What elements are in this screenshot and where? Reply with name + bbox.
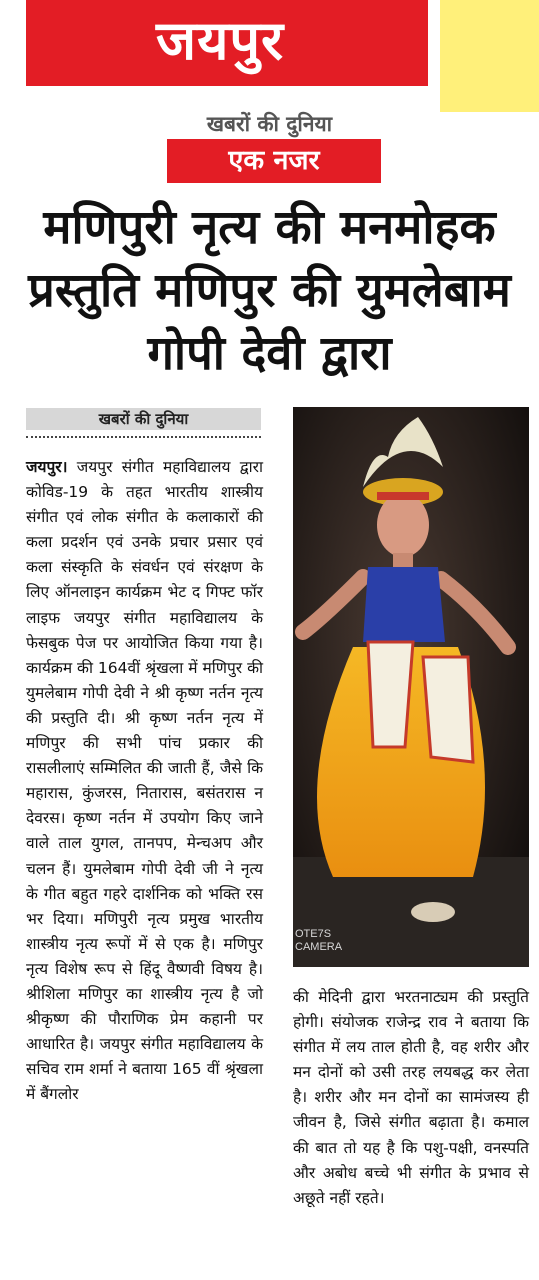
section-label: एक नजर (167, 139, 381, 183)
photo-watermark (295, 928, 342, 954)
corner-divider (428, 0, 440, 112)
city-title: जयपुर (156, 9, 285, 72)
corner-decoration (428, 0, 539, 112)
dancer-photo (293, 407, 529, 967)
headline: मणिपुरी नृत्य की मनमोहक प्रस्तुति मणिपुर की युमलेबाम गोपी देवी द्वारा (28, 200, 511, 381)
watermark-line-2: CAMERA (295, 941, 343, 953)
article-text-left: जयपुर संगीत महाविद्यालय द्वारा कोविड-19 के तहत भारतीय शास्त्रीय संगीत एवं लोक संगीत के कलाकारों की कला प्रदर्शन एवं उनके प्रचार प्रसार एवं कला संस्कृति के संवर्धन एवं संरक्षण के लिए ऑनलाइन कार्यक्रम भेट द गिफ्ट फॉर लाइफ जयपुर संगीत महाविद्यालय के फेसबुक पेज पर आयोजित किया गया है। कार्यक्रम की 164वीं श्रृंखला में मणिपुर की युमलेबाम गोपी देवी ने श्री कृष्ण नर्तन नृत्य की प्रस्तुति दी। श्री कृष्ण नर्तन नृत्य में मणिपुर की सभी पांच प्रकार की रासलीलाएं सम्मिलित की जाती हैं, जैसे कि महारास, कुंजरस, नितारास, बसंतरास न देवरस। कृष्ण नर्तन में उपयोग किए जाने वाले ताल युगल, तानपप, मेन्चअप और चलन हैं। युमलेबाम गोपी देवी जी ने नृत्य के गीत बहुत गहरे दार्शनिक को भक्ति रस भर दिया। मणिपुरी नृत्य प्रमुख भारतीय शास्त्रीय नृत्य रूपों में से एक है। मणिपुर नृत्य विशेष रूप से हिंदू वैष्णवी विषय है। श्रीशिला मणिपुर का शास्त्रीय नृत्य है जो श्रीकृष्ण की पौराणिक प्रेम कहानी पर आधारित है। जयपुर संगीत महाविद्यालय के सचिव राम शर्मा ने बताया 165 वीं श्रृंखला में बैंगलोर (26, 458, 263, 1104)
header-band (26, 0, 428, 86)
source-bar: खबरों की दुनिया (26, 408, 261, 430)
section-kicker: खबरों की दुनिया (206, 112, 333, 136)
watermark-line-1: OTE7S (295, 928, 332, 940)
article-column-left (26, 455, 263, 1107)
dateline: जयपुर। (26, 458, 68, 476)
dancer-illustration (293, 407, 529, 967)
dotted-divider (26, 436, 261, 438)
article-column-right: की मेदिनी द्वारा भरतनाट्यम की प्रस्तुति होगी। संयोजक राजेन्द्र राव ने बताया कि संगीत में लय ताल होती है, वह शरीर और मन दोनों को उसी तरह लयबद्ध कर लेता है। शरीर और मन दोनों का सामंजस्य ही जीवन है, जिसे संगीत बढ़ाता है। कमाल की बात तो यह है कि पशु-पक्षी, वनस्पति और अबोध बच्चे भी संगीत के प्रभाव से अछूते नहीं रहते। (293, 988, 529, 1207)
